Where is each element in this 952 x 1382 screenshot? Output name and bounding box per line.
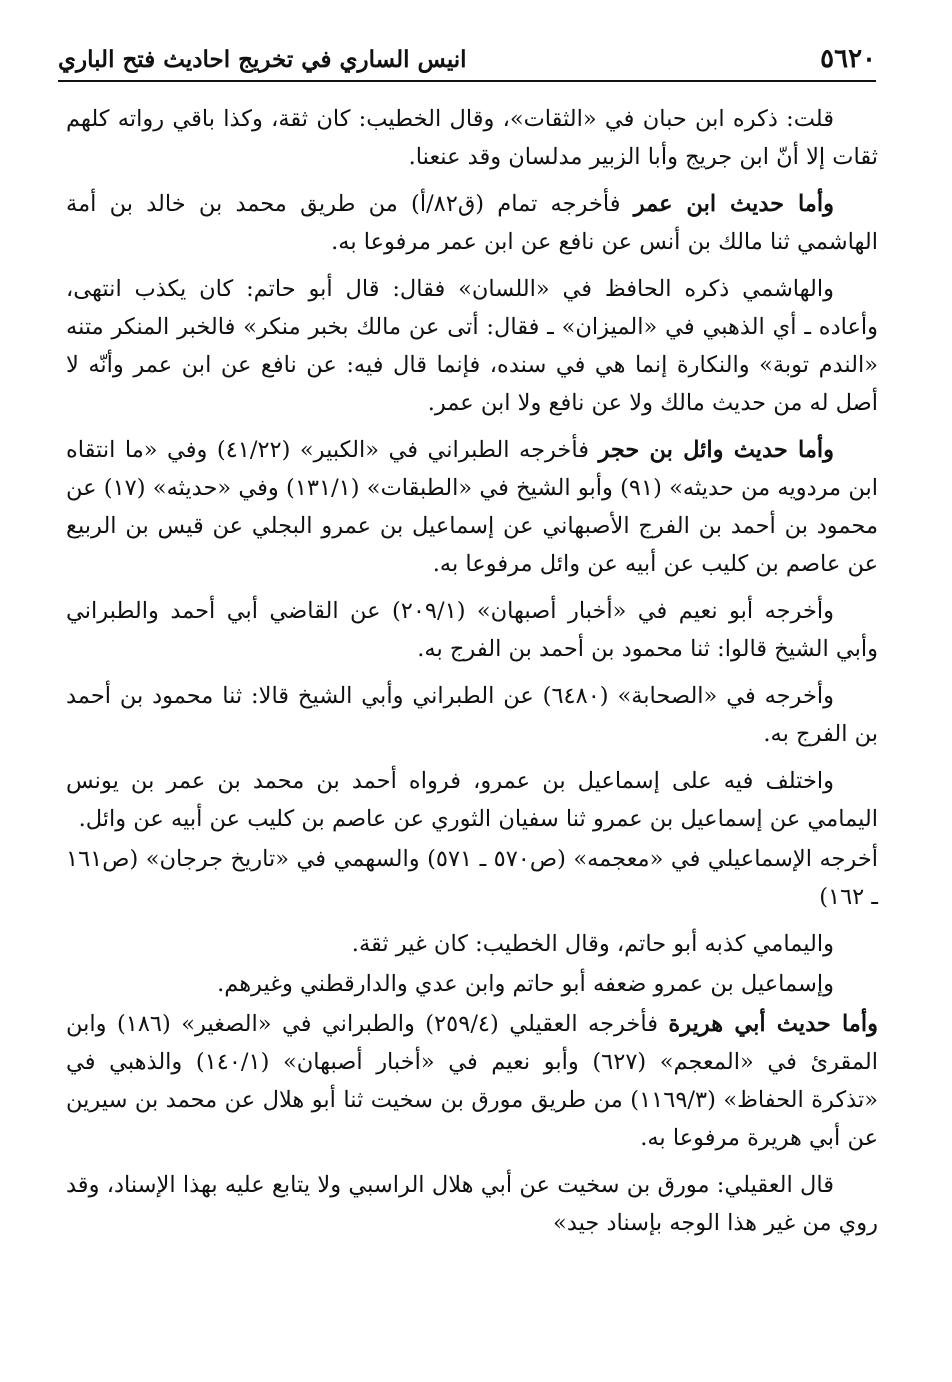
paragraph: واختلف فيه على إسماعيل بن عمرو، فرواه أحمد بن محمد بن عمر بن يونس اليمامي عن إسماعيل بن عمرو ثنا سفيان الثوري عن عاصم بن كليب عن أبيه عن وائل.	[66, 768, 878, 832]
paragraph: والهاشمي ذكره الحافظ في «اللسان» فقال: قال أبو حاتم: كان يكذب انتهى، وأعاده ـ أي الذهبي في «الميزان» ـ فقال: أتى عن مالك بخبر منكر» فالخبر المنكر متنه «الندم توبة» والنكارة إنما هي في سنده، فإنما قال فيه: عن نافع عن ابن عمر وأنّه لا أصل له من حديث مالك ولا عن نافع ولا ابن عمر.	[66, 276, 878, 416]
paragraph: واليمامي كذبه أبو حاتم، وقال الخطيب: كان غير ثقة.	[351, 931, 834, 957]
paragraph: وأخرجه أبو نعيم في «أخبار أصبهان» (٢٠٩/١) عن القاضي أبي أحمد والطبراني وأبي الشيخ قالوا: ثنا محمود بن أحمد بن الفرج به.	[66, 598, 878, 662]
body-text	[66, 100, 878, 1251]
running-title: انيس الساري في تخريج احاديث فتح الباري	[58, 45, 467, 73]
paragraph: قلت: ذكره ابن حبان في «الثقات»، وقال الخطيب: كان ثقة، وكذا باقي رواته كلهم ثقات إلا أنّ ابن جريج وأبا الزبير مدلسان وقد عنعنا.	[66, 106, 878, 170]
paragraph-lead: وأما حديث ابن عمر	[633, 191, 834, 217]
paragraph-lead: وأما حديث أبي هريرة	[668, 1011, 878, 1037]
page-header	[58, 38, 876, 82]
paragraph: وأخرجه في «الصحابة» (٦٤٨٠) عن الطبراني وأبي الشيخ قالا: ثنا محمود بن أحمد بن الفرج به.	[66, 683, 878, 747]
paragraph: وأما حديث وائل بن حجر فأخرجه الطبراني في «الكبير» (٤١/٢٢) وفي «ما انتقاه ابن مردويه من حديثه» (٩١) وأبو الشيخ في «الطبقات» (١٣١/١) وفي «حديثه» (١٧) عن محمود بن أحمد بن الفرج الأصبهاني عن إسماعيل بن عمرو البجلي عن قيس بن الربيع عن عاصم بن كليب عن أبيه عن وائل مرفوعا به.	[66, 437, 879, 577]
paragraph: وأما حديث أبي هريرة فأخرجه العقيلي (٢٥٩/٤) والطبراني في «الصغير» (١٨٦) وابن المقرئ في «المعجم» (٦٢٧) وأبو نعيم في «أخبار أصبهان» (١٤٠/١) والذهبي في «تذكرة الحفاظ» (١١٦٩/٣) من طريق مورق بن سخيت ثنا أبو هلال عن محمد بن سيرين عن أبي هريرة مرفوعا به.	[66, 1011, 878, 1151]
paragraph: وإسماعيل بن عمرو ضعفه أبو حاتم وابن عدي والدارقطني وغيرهم.	[217, 971, 834, 997]
paragraph: وأما حديث ابن عمر فأخرجه تمام (ق٨٢/أ) من طريق محمد بن خالد بن أمة الهاشمي ثنا مالك بن أنس عن نافع عن ابن عمر مرفوعا به.	[66, 191, 878, 255]
paragraph: أخرجه الإسماعيلي في «معجمه» (ص٥٧٠ ـ ٥٧١) والسهمي في «تاريخ جرجان» (ص١٦١ ـ ١٦٢)	[66, 846, 878, 910]
page-number: ٥٦٢٠	[820, 44, 876, 74]
paragraph: قال العقيلي: مورق بن سخيت عن أبي هلال الراسبي ولا يتابع عليه بهذا الإسناد، وقد روي من غير هذا الوجه بإسناد جيد»	[66, 1172, 878, 1236]
paragraph-lead: وأما حديث وائل بن حجر	[598, 437, 834, 463]
